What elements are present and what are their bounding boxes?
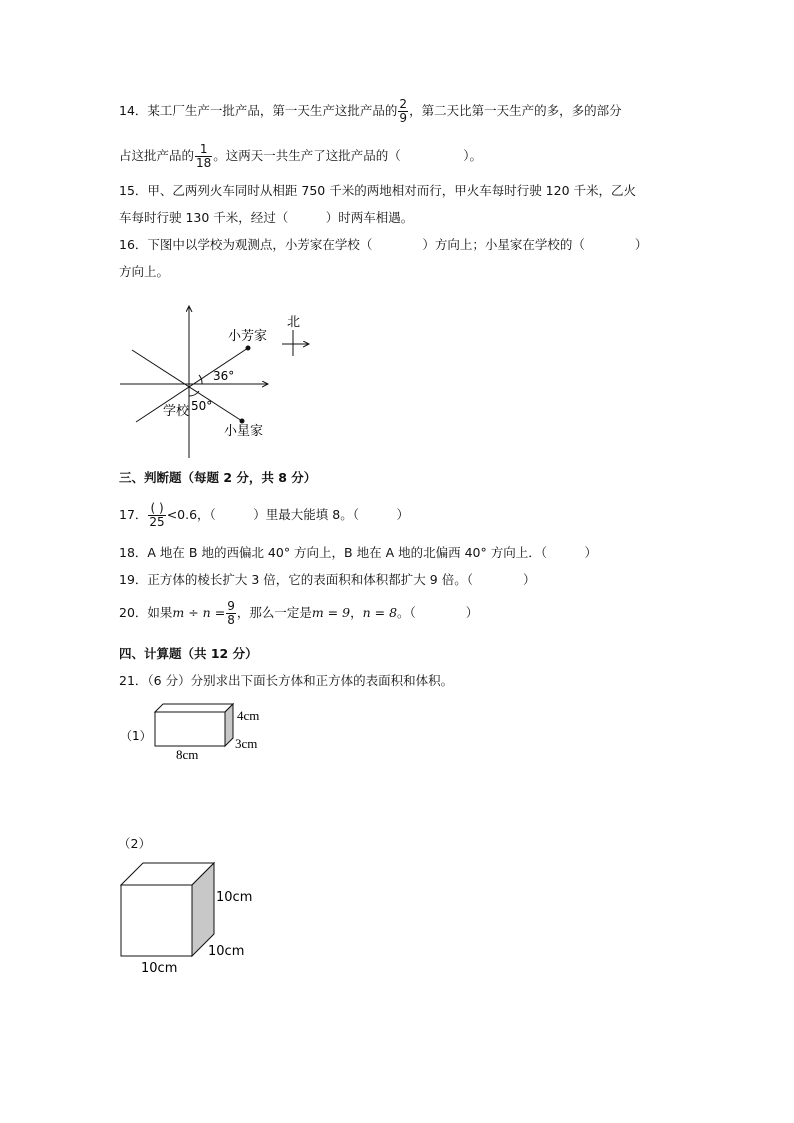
- q20-expr: m ÷ n =: [172, 605, 226, 620]
- q15-line1: 15．甲、乙两列火车同时从相距 750 千米的两地相对而行，甲火车每时行驶 120 千米，乙火: [119, 183, 637, 198]
- q21-line: 21．（6 分）分别求出下面长方体和正方体的表面积和体积。: [119, 673, 454, 688]
- q14-frac1-den: 9: [399, 111, 408, 125]
- q17-line: [119, 502, 409, 529]
- q20-prefix: 20．如果: [119, 605, 173, 620]
- q20-suffix: 。（ ）: [397, 605, 479, 620]
- label-angle-36: 36°: [213, 369, 235, 383]
- cuboid-length-label: 8cm: [176, 747, 199, 762]
- cuboid-height-label: 4cm: [237, 708, 260, 723]
- q14-fraction-1: [398, 98, 408, 125]
- q14-line1: [119, 98, 622, 125]
- q16-line1: 16．下图中以学校为观测点，小芳家在学校（ ）方向上；小星家在学校的（ ）: [119, 237, 648, 252]
- cube-height-label: 10cm: [216, 890, 253, 905]
- q17-rest: <0.6，（ ）里最大能填 8。（ ）: [166, 507, 409, 522]
- label-xiaofang: 小芳家: [228, 329, 268, 344]
- direction-diagram: [110, 300, 330, 465]
- q17-fraction: [148, 502, 165, 529]
- q20-frac-num: 9: [227, 599, 235, 613]
- q14-line2-suffix: 。这两天一共生产了这批产品的（ ）。: [213, 148, 483, 163]
- q18-line: 18．A 地在 B 地的西偏北 40° 方向上，B 地在 A 地的北偏西 40° 方向上．（ ）: [119, 545, 597, 560]
- xiaoxing-point: [240, 419, 245, 424]
- q14-fraction-2: [195, 143, 212, 170]
- section-3-title: 三、判断题（每题 2 分，共 8 分）: [119, 470, 317, 485]
- q20-mid: ，那么一定是: [236, 605, 312, 620]
- q20-frac-den: 8: [227, 613, 235, 627]
- cuboid-figure: [118, 696, 288, 766]
- q14-frac2-den: 18: [196, 156, 212, 170]
- q20-sep: ，: [350, 605, 363, 620]
- label-school: 学校: [163, 404, 190, 419]
- cube-front-face: [121, 885, 192, 956]
- q14-frac2-num: 1: [195, 143, 212, 157]
- figure1-label: （1）: [120, 729, 152, 743]
- label-angle-50: 50°: [191, 399, 213, 413]
- cuboid-side-face: [225, 704, 233, 746]
- q17-frac-den: 25: [149, 515, 165, 529]
- cube-width-label: 10cm: [208, 944, 245, 959]
- q14-frac1-num: 2: [399, 97, 408, 111]
- q14-line2: [119, 143, 482, 170]
- q20-m-eq: m = 9: [311, 605, 351, 620]
- q14-prefix: 14．某工厂生产一批产品，第一天生产这批产品的: [119, 103, 398, 118]
- q20-fraction: [226, 600, 236, 627]
- q15-line2: 车每时行驶 130 千米，经过（ ）时两车相遇。: [119, 210, 414, 225]
- q20-n-eq: n = 8: [362, 605, 398, 620]
- cuboid-top-face: [155, 704, 233, 712]
- q16-line2: 方向上。: [119, 264, 170, 279]
- q14-mid: ，第二天比第一天生产的多，多的部分: [409, 103, 622, 118]
- cuboid-width-label: 3cm: [235, 736, 258, 751]
- label-north: 北: [287, 315, 301, 330]
- figure2-label: （2）: [118, 836, 151, 851]
- section-4-title: 四、计算题（共 12 分）: [119, 646, 258, 661]
- cuboid-front-face: [155, 712, 225, 746]
- cube-length-label: 10cm: [141, 961, 178, 976]
- q17-frac-num: ( ): [148, 502, 165, 516]
- q19-line: 19．正方体的棱长扩大 3 倍，它的表面积和体积都扩大 9 倍。（ ）: [119, 572, 536, 587]
- xiaofang-point: [246, 346, 251, 351]
- q17-num: 17．: [119, 507, 148, 522]
- q20-line: [119, 600, 478, 627]
- cube-figure: [110, 855, 260, 980]
- q14-line2-prefix: 占这批产品的: [119, 148, 195, 163]
- label-xiaoxing: 小星家: [224, 424, 264, 439]
